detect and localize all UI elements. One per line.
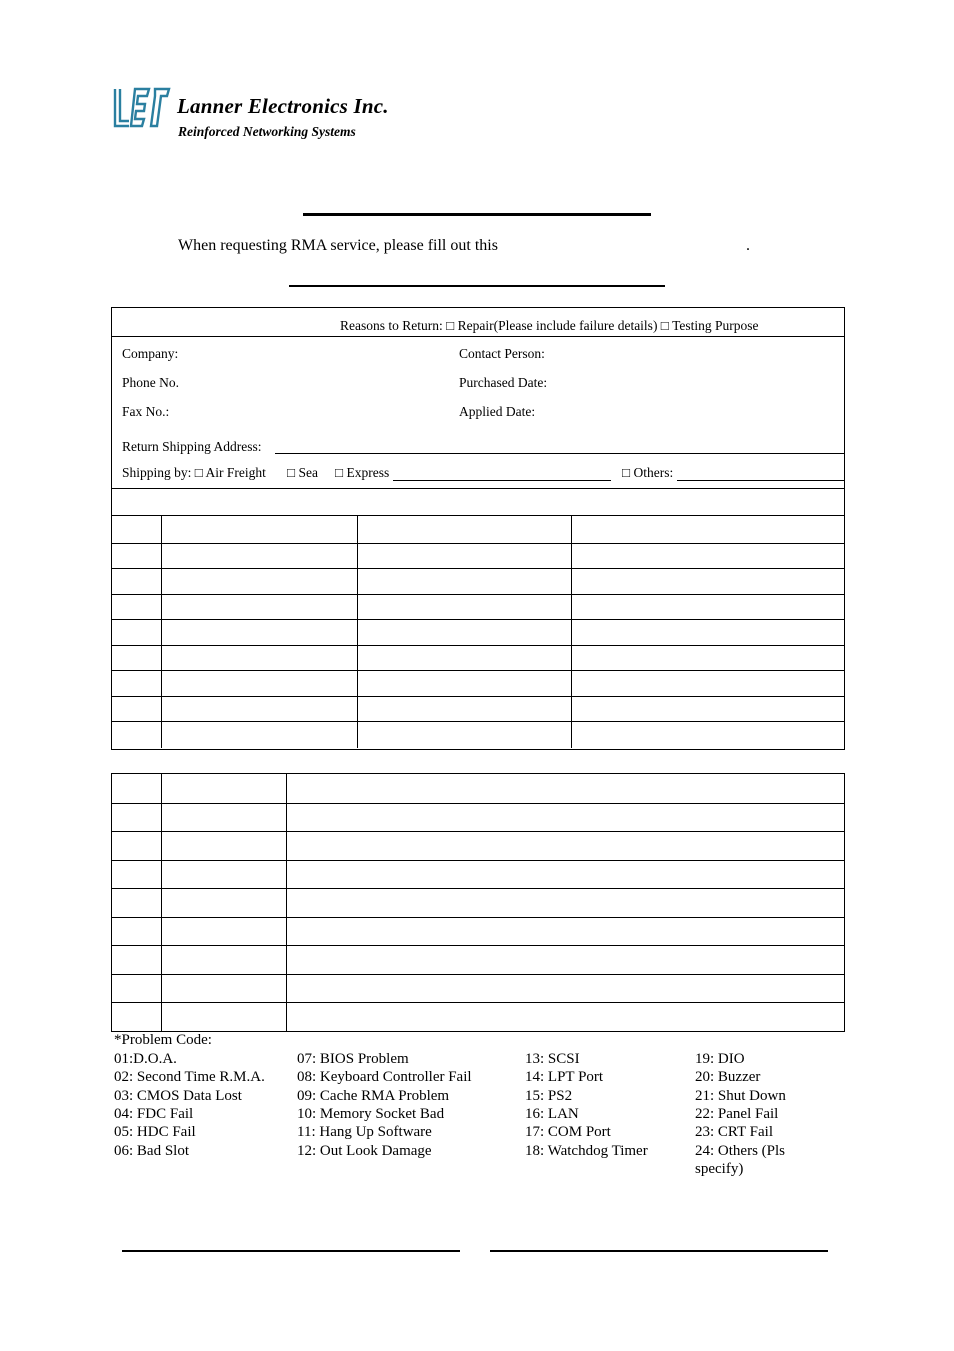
contact-person-label: Contact Person:: [459, 346, 545, 361]
problem-code: 24: Others (Pls: [695, 1143, 785, 1159]
divider: [112, 336, 844, 337]
problem-code: 19: DIO: [695, 1051, 745, 1067]
problem-code: 02: Second Time R.M.A.: [114, 1069, 265, 1085]
problem-code: 14: LPT Port: [525, 1069, 604, 1085]
subtitle-rule: [289, 285, 665, 287]
problem-code: 05: HDC Fail: [114, 1124, 196, 1140]
problem-code: 21: Shut Down: [695, 1088, 786, 1104]
problem-code: 18: Watchdog Timer: [525, 1143, 648, 1159]
company-label: Company:: [122, 346, 179, 361]
company-name: Lanner Electronics Inc.: [177, 94, 389, 118]
problem-code: 03: CMOS Data Lost: [114, 1088, 242, 1104]
intro-trailing: .: [746, 237, 750, 254]
problem-code: 08: Keyboard Controller Fail: [297, 1069, 472, 1085]
problem-code: 17: COM Port: [525, 1124, 611, 1140]
problem-code: 13: SCSI: [525, 1051, 580, 1067]
rma-request-form: [111, 307, 845, 750]
problem-code: 01:D.O.A.: [114, 1051, 177, 1067]
purchased-date-label: Purchased Date:: [459, 375, 548, 390]
problem-code: 07: BIOS Problem: [297, 1051, 409, 1067]
phone-label: Phone No.: [122, 375, 179, 390]
divider: [112, 488, 844, 489]
address-field[interactable]: [275, 453, 844, 454]
company-tagline: Reinforced Networking Systems: [178, 124, 356, 139]
title-rule: [303, 213, 651, 216]
intro-text: When requesting RMA service, please fill out this: [178, 237, 498, 254]
shipping-sea[interactable]: □ Sea: [287, 465, 319, 480]
problem-code: 10: Memory Socket Bad: [297, 1106, 445, 1122]
problem-code: 04: FDC Fail: [114, 1106, 194, 1122]
problem-code: 12: Out Look Damage: [297, 1143, 432, 1159]
problem-table: [111, 773, 845, 1032]
problem-code: 06: Bad Slot: [114, 1143, 190, 1159]
problem-code: 11: Hang Up Software: [297, 1124, 432, 1140]
problem-code: 15: PS2: [525, 1088, 573, 1104]
problem-code: 16: LAN: [525, 1106, 579, 1122]
shipping-others[interactable]: □ Others:: [622, 465, 674, 480]
shipping-express[interactable]: □ Express: [335, 465, 390, 480]
company-logo: [111, 86, 173, 132]
return-address-label: Return Shipping Address:: [122, 439, 262, 454]
problem-code-title: *Problem Code:: [114, 1032, 212, 1048]
problem-code: 23: CRT Fail: [695, 1124, 774, 1140]
signature-line-left[interactable]: [122, 1250, 460, 1252]
problem-code: 09: Cache RMA Problem: [297, 1088, 450, 1104]
problem-code-continuation: specify): [695, 1161, 744, 1177]
problem-code: 20: Buzzer: [695, 1069, 761, 1085]
express-field[interactable]: [393, 480, 611, 481]
signature-line-right[interactable]: [490, 1250, 828, 1252]
fax-label: Fax No.:: [122, 404, 170, 419]
applied-date-label: Applied Date:: [459, 404, 536, 419]
others-field[interactable]: [677, 480, 844, 481]
problem-code: 22: Panel Fail: [695, 1106, 779, 1122]
reasons-to-return[interactable]: Reasons to Return: □ Repair(Please include failure details) □ Testing Purpose: [340, 318, 759, 333]
shipping-air-freight[interactable]: Shipping by: □ Air Freight: [122, 465, 266, 480]
